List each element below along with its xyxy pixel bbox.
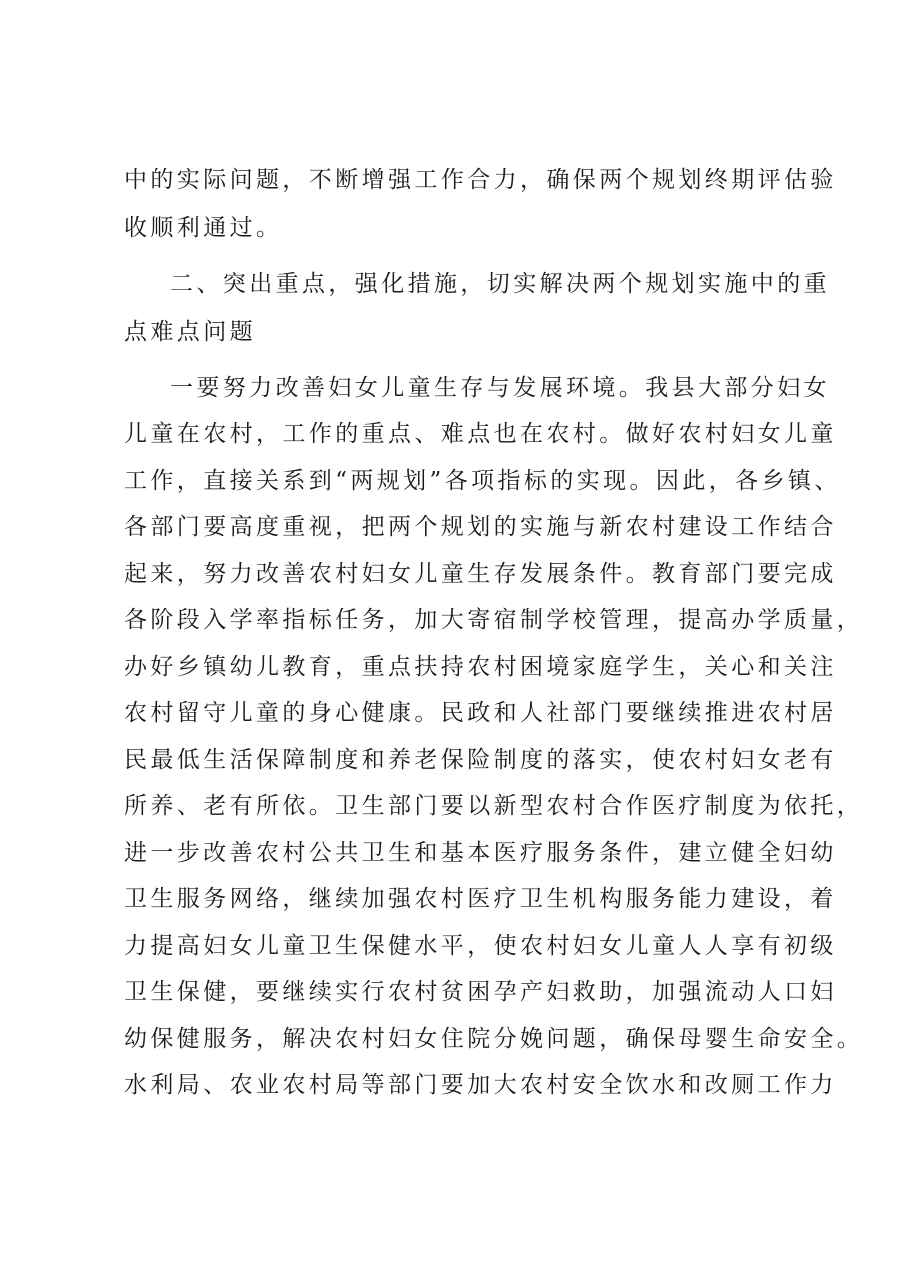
text-line: 水利局、农业农村局等部门要加大农村安全饮水和改厕工作力: [124, 1072, 837, 1098]
text-line: 卫生服务网络，继续加强农村医疗卫生机构服务能力建设，着: [124, 886, 837, 912]
text-line: 一要努力改善妇女儿童生存与发展环境。我县大部分妇女: [170, 375, 830, 401]
text-line: 工作，直接关系到“两规划”各项指标的实现。因此，各乡镇、: [124, 468, 841, 494]
section-heading: 二、突出重点，强化措施，切实解决两个规划实施中的重: [170, 271, 830, 297]
text-line: 各阶段入学率指标任务，加大寄宿制学校管理，提高办学质量，: [124, 607, 864, 633]
text-line: 进一步改善农村公共卫生和基本医疗服务条件，建立健全妇幼: [124, 840, 837, 866]
section-heading: 点难点问题: [124, 319, 256, 345]
text-line: 幼保健服务，解决农村妇女住院分娩问题，确保母婴生命安全。: [124, 1026, 864, 1052]
text-line: 力提高妇女儿童卫生保健水平，使农村妇女儿童人人享有初级: [124, 933, 837, 959]
text-line: 儿童在农村，工作的重点、难点也在农村。做好农村妇女儿童: [124, 421, 837, 447]
text-line: 中的实际问题，不断增强工作合力，确保两个规划终期评估验: [124, 167, 837, 193]
text-line: 起来，努力改善农村妇女儿童生存发展条件。教育部门要完成: [124, 561, 837, 587]
text-line: 民最低生活保障制度和养老保险制度的落实，使农村妇女老有: [124, 747, 837, 773]
text-line: 收顺利通过。: [124, 215, 283, 241]
text-line: 卫生保健，要继续实行农村贫困孕产妇救助，加强流动人口妇: [124, 979, 837, 1005]
text-line: 各部门要高度重视，把两个规划的实施与新农村建设工作结合: [124, 514, 837, 540]
text-line: 农村留守儿童的身心健康。民政和人社部门要继续推进农村居: [124, 700, 837, 726]
text-line: 所养、老有所依。卫生部门要以新型农村合作医疗制度为依托，: [124, 793, 864, 819]
text-line: 办好乡镇幼儿教育，重点扶持农村困境家庭学生，关心和关注: [124, 654, 837, 680]
